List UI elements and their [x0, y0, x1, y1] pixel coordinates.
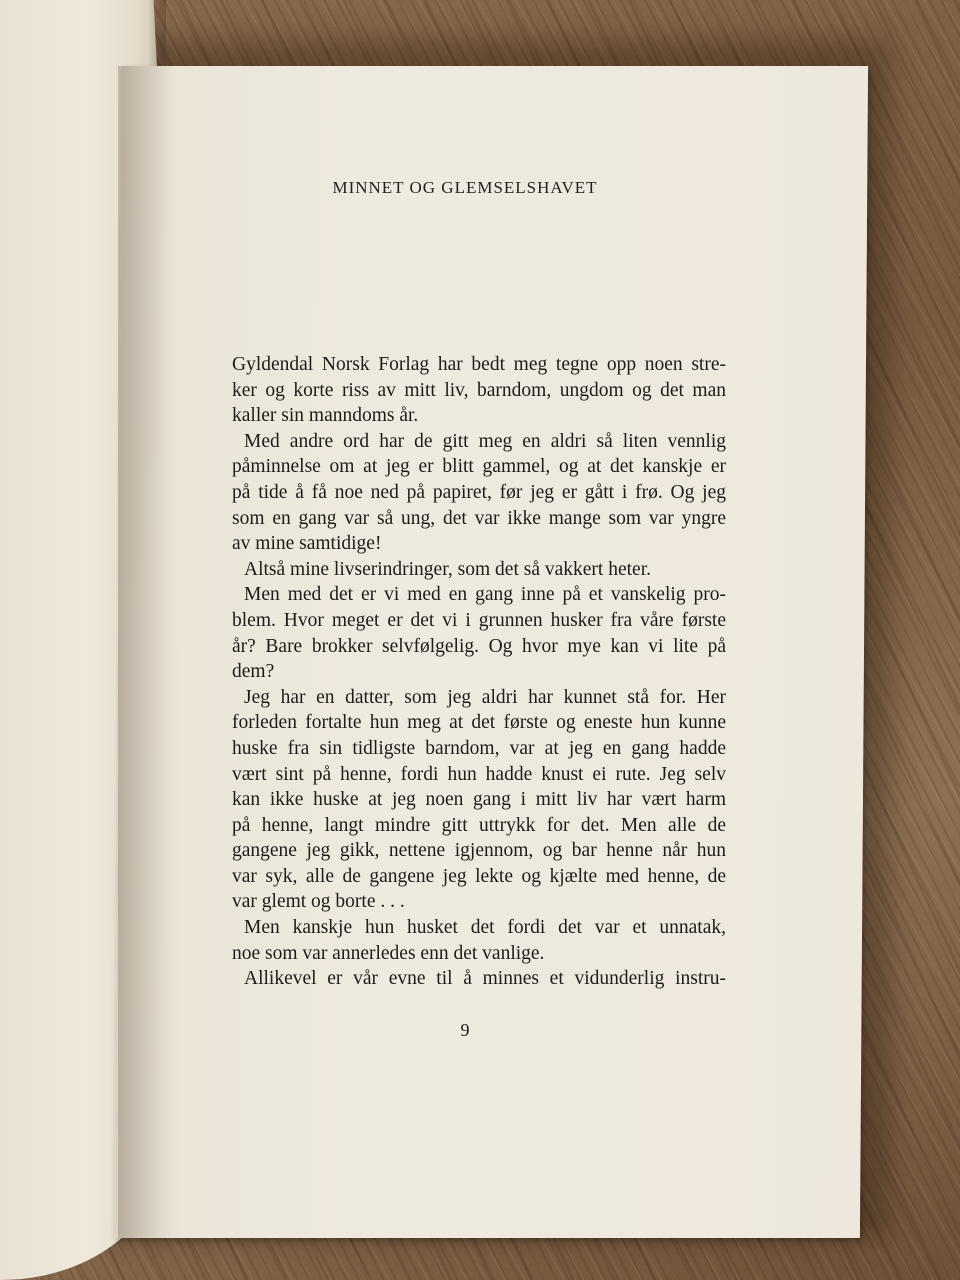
text-line: gangene jeg gikk, nettene igjennom, og bar henne når hun	[232, 840, 726, 862]
text-line: Men kanskje hun husket det fordi det var et unnatak,	[244, 917, 726, 939]
text-line: på tide å få noe ned på papiret, før jeg er gått i frø. Og jeg	[232, 481, 726, 503]
text-line: Gyldendal Norsk Forlag har bedt meg tegne opp noen stre-	[232, 354, 726, 375]
text-line: var syk, alle de gangene jeg lekte og kjælte med henne, de	[232, 865, 726, 887]
text-line: vært sint på henne, fordi hun hadde knust ei rute. Jeg selv	[232, 763, 726, 785]
text-line: huske fra sin tidligste barndom, var at jeg en gang hadde	[232, 737, 726, 759]
text-line: ker og korte riss av mitt liv, barndom, ungdom og det man	[232, 379, 726, 401]
text-line: på henne, langt mindre gitt uttrykk for det. Men alle de	[232, 814, 726, 836]
text-line: år? Bare brokker selvfølgelig. Og hvor mye kan vi lite på	[232, 635, 726, 657]
text-line: dem?	[232, 661, 275, 683]
text-line: var glemt og borte . . .	[232, 891, 405, 913]
text-line: kaller sin manndoms år.	[232, 405, 419, 427]
text-line: Men med det er vi med en gang inne på et vanskelig pro-	[244, 584, 726, 606]
text-line: Allikevel er vår evne til å minnes et vidunderlig instru-	[244, 968, 726, 990]
text-line: påminnelse om at jeg er blitt gammel, og at det kanskje er	[232, 456, 726, 478]
text-line: noe som var annerledes enn det vanlige.	[232, 942, 545, 964]
text-line: kan ikke huske at jeg noen gang i mitt liv har vært harm	[232, 789, 726, 811]
text-line: Jeg har en datter, som jeg aldri har kunnet stå for. Her	[244, 686, 726, 708]
page-number: 9	[460, 1020, 470, 1040]
text-line: som en gang var så ung, det var ikke mange som var yngre	[232, 507, 726, 529]
text-line: forleden fortalte hun meg at det første og eneste hun kunne	[232, 712, 726, 734]
text-line: av mine samtidige!	[232, 533, 382, 555]
text-line: blem. Hvor meget er det vi i grunnen husker fra våre første	[232, 609, 726, 631]
gutter-shade	[118, 66, 178, 1238]
body-text	[232, 352, 726, 992]
text-line: Altså mine livserindringer, som det så vakkert heter.	[244, 558, 651, 580]
running-head: MINNET OG GLEMSELSHAVET	[332, 178, 598, 197]
text-line: Med andre ord har de gitt meg en aldri så liten vennlig	[244, 430, 726, 452]
